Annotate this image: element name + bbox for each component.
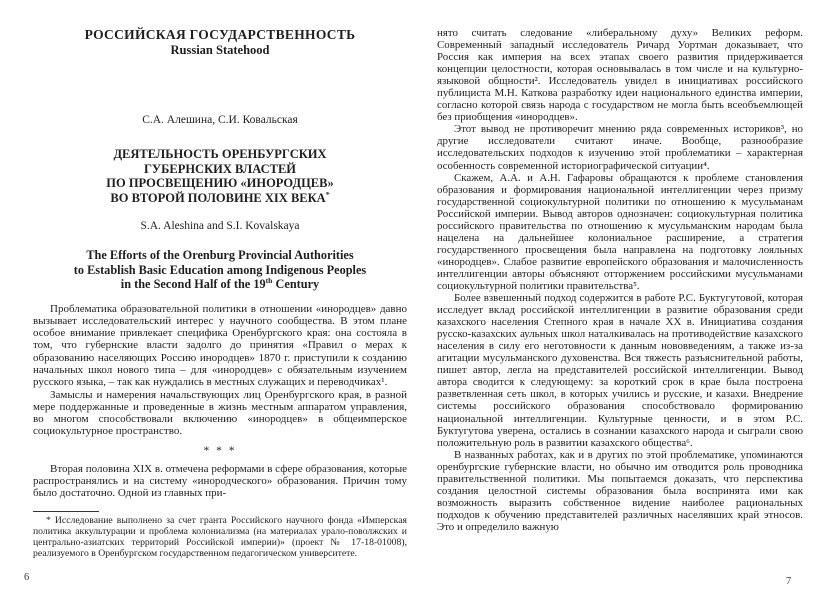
right-page-body <box>437 27 803 533</box>
article-title-ru-line4 <box>33 191 407 206</box>
authors-ru: С.А. Алешина, С.И. Ковальская <box>142 114 298 126</box>
article-title-en-line3-pre: in the Second Half of the 19 <box>120 277 266 291</box>
running-head-ru: РОССИЙСКАЯ ГОСУДАРСТВЕННОСТЬ <box>84 27 356 42</box>
authors-en: S.A. Aleshina and S.I. Kovalskaya <box>140 220 300 232</box>
section-separator: * * * <box>203 444 237 457</box>
article-title-en-line3 <box>33 277 407 292</box>
article-title-ru-line3: ПО ПРОСВЕЩЕНИЮ «ИНОРОДЦЕВ» <box>106 176 334 190</box>
footnote-mark: * <box>46 515 51 526</box>
paragraph: нято считать следование «либеральному духу» Великих реформ. Современный западный исследователь Ричард Уортман доказывает, что Россия как империя на всех этапах своего развития придерживается концепции целостности, которая основывалась в том числе и на культурно-языковой общности². Исследователь увидел в инициативах российского публициста М.Н. Каткова разработку идеи национального единства империи, согласно которой связь народа с государством не могла быть всеобъемлющей без приобщения «инородцев». <box>437 27 803 124</box>
footnote-rule <box>33 511 99 512</box>
footnote-block <box>33 511 407 560</box>
running-head <box>33 27 407 58</box>
paragraph: Более взвешенный подход содержится в работе Р.С. Буктугутовой, которая исследует вклад российской интеллигенции в развитие образования среди казахского населения Степного края в начале XX в. Инициатива создания русско-казахских аульных школ наталкивалась на противодействие казахского населения в силу его неготовности к данным нововведениям, а также из-за агитации мусульманского духовенства. Вся тяжесть разъяснительной работы, пишет автор, легла на представителей российской интеллигенции. Вывод автора сводится к следующему: за короткий срок в крае была построена разветвленная сеть школ, в которых учились и русские, и казахи. Внедрение системы российского образования способствовало формированию национальной интеллигенции. Культурные ценности, и в этом Р.С. Буктугутова уверена, остались в сознании казахского народа и сыграли свою положительную роль в развитии казахского общества⁶. <box>437 292 803 449</box>
footnote-body: Исследование выполнено за счет гранта Российского научного фонда «Имперская политика аккультурации и проблема колониализма (на материалах урало-поволжских и центрально-азиатских территорий Российской империи)» (проект № 17-18-01008), реализуемого в Оренбургском государственном педагогическом университете. <box>33 515 407 559</box>
running-head-en: Russian Statehood <box>170 43 270 57</box>
paragraph: Проблематика образовательной политики в отношении «инородцев» давно вызывает исследовательский интерес у научного сообщества. В этом плане особое внимание привлекает специфика Оренбургского края: она состояла в том, что губернские власти задолго до принятия «Правил о мерах к образованию населяющих Россию инородцев» 1870 г. приступили к созданию начальных школ нового типа – для «инородцев» с обязательным изучением русского языка, – так как нуждались в местных служащих и переводчиках¹. <box>33 302 407 389</box>
footnote-text <box>33 516 407 560</box>
article-title-en-line3-post: Century <box>272 277 320 291</box>
article-title-ru-line2: ГУБЕРНСКИХ ВЛАСТЕЙ <box>143 161 297 176</box>
page-number-right: 7 <box>786 576 792 587</box>
article-title-en-line1: The Efforts of the Orenburg Provincial Authorities <box>86 248 354 262</box>
paragraph: Замыслы и намерения начальствующих лиц Оренбургского края, в разной мере поддержанные и проведенные в жизнь местным аппаратом управления, во многом способствовали включению «инородцев» в общеимперское социокультурное пространство. <box>33 388 407 438</box>
left-page <box>33 0 407 609</box>
right-page <box>437 0 803 609</box>
page-number-left: 6 <box>24 572 30 583</box>
paragraph: В названных работах, как и в других по этой проблематике, упоминаются оренбургские губернские власти, но обычно им отводится роль проводника правительственной политики. Мы попытаемся доказать, что перспектива создания целостной системы образования была воспринята ими как возможность выразить собственное видение наиболее рациональных подходов к обучению представителей различных населявших край этносов. Это и определило важную <box>437 448 803 533</box>
article-title-ru-line4-text: ВО ВТОРОЙ ПОЛОВИНЕ XIX ВЕКА <box>110 190 326 205</box>
paragraph: Этот вывод не противоречит мнению ряда современных историков³, но другие исследователи считают иначе. Вообще, разнообразие исследовательских подходов к изучению этой проблематики – характерная особенность современной историографической ситуации⁴. <box>437 123 803 172</box>
paragraph: Скажем, А.А. и А.Н. Гафаровы обращаются к проблеме становления образования и формирования национальной интеллигенции через призму государственной социокультурной политики по отношению к мусульманам Российской империи. Вывод авторов однозначен: социокультурная политика российского правительства по отношению к мусульманским народам была нацелена на дальнейшее колониальное расширение, а стратегия государственного просвещения была направлена на подготовку лояльных «инородцев». Слабое развитие европейского образования и малочисленность интеллигенции авторы объясняют отторжением российскими мусульманами социокультурной политики правительства⁵. <box>437 171 803 292</box>
article-title-en-line2: to Establish Basic Education among Indigenous Peoples <box>73 262 367 277</box>
paragraph: Вторая половина XIX в. отмечена реформами в сфере образования, которые распространялись и на систему «инородческого» образования. Причин тому было достаточно. Одной из главных при- <box>33 462 407 500</box>
title-footnote-mark: * <box>325 189 330 199</box>
ordinal-superscript: th <box>265 275 273 285</box>
article-title-ru-line1: ДЕЯТЕЛЬНОСТЬ ОРЕНБУРГСКИХ <box>113 147 327 161</box>
article-title-en <box>33 248 407 292</box>
left-page-body <box>33 303 407 500</box>
article-title-ru <box>33 147 407 205</box>
